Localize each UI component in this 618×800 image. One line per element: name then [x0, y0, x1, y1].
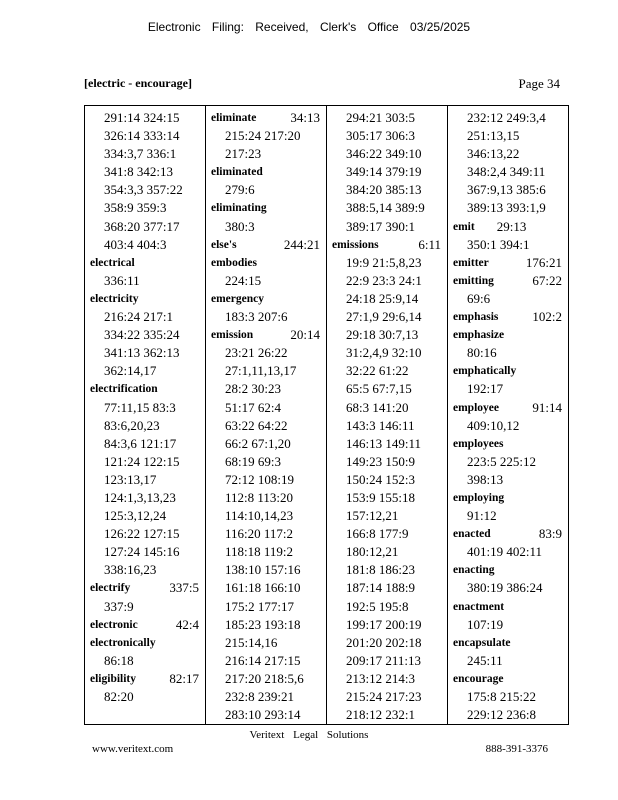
index-word: employee [453, 401, 499, 414]
index-page-refs: 409:10,12 [467, 417, 520, 433]
index-word: eliminate [211, 112, 257, 124]
index-page-refs: 389:17 390:1 [346, 218, 415, 234]
index-entry [453, 561, 564, 579]
index-entry [453, 634, 564, 652]
index-page-refs: 388:5,14 389:9 [346, 200, 425, 216]
index-entry [90, 290, 201, 308]
index-page-refs: 192:17 [467, 381, 504, 397]
index-page-refs: 229:12 236:8 [467, 707, 536, 723]
index-page-refs: 348:2,4 349:11 [467, 164, 546, 180]
index-entry [211, 254, 322, 272]
index-word: enactment [453, 600, 505, 613]
index-page-refs: 223:5 225:12 [467, 453, 536, 469]
index-page-refs: 82:17 [169, 670, 199, 686]
index-page-refs: 65:5 67:7,15 [346, 381, 412, 397]
index-page-refs: 199:17 200:19 [346, 616, 422, 632]
index-page-refs: 6:11 [418, 236, 441, 252]
index-column-1 [85, 106, 206, 724]
index-page-refs: 216:24 217:1 [104, 309, 173, 325]
index-word: encapsulate [453, 636, 511, 649]
index-entry [453, 525, 564, 543]
index-page-refs: 201:20 202:18 [346, 634, 422, 650]
index-word: emission [211, 329, 254, 342]
index-page-refs: 34:13 [290, 110, 320, 125]
index-page-refs: 358:9 359:3 [104, 200, 167, 216]
index-entry [332, 236, 443, 254]
index-page-refs: 337:9 [104, 598, 134, 614]
index-entry [211, 290, 322, 308]
index-page-refs: 218:12 232:1 [346, 707, 415, 723]
index-entry [453, 598, 564, 616]
index-page-refs: 80:16 [467, 345, 497, 361]
index-word: electronic [90, 618, 138, 631]
index-entry [453, 272, 564, 290]
index-page-refs: 181:8 186:23 [346, 562, 415, 578]
index-page-refs: 367:9,13 385:6 [467, 182, 546, 198]
index-entry [453, 326, 564, 344]
index-page-refs: 127:24 145:16 [104, 544, 180, 560]
index-word: emit [453, 220, 475, 233]
index-entry [90, 579, 201, 597]
index-page-refs: 380:3 [225, 218, 255, 234]
index-word: emphatically [453, 365, 517, 378]
index-entry [90, 616, 201, 634]
index-word: employing [453, 491, 505, 504]
index-entry [90, 670, 201, 688]
index-page-refs: 118:18 119:2 [225, 544, 294, 560]
index-word: eliminating [211, 202, 267, 215]
index-entry [453, 489, 564, 507]
index-page-refs: 305:17 306:3 [346, 128, 415, 144]
index-entry [211, 236, 322, 254]
index-page-refs: 354:3,3 357:22 [104, 182, 183, 198]
index-page-refs: 72:12 108:19 [225, 471, 294, 487]
index-page-refs: 244:21 [283, 236, 320, 252]
index-page-refs: 368:20 377:17 [104, 218, 180, 234]
footer-phone: 888-391-3376 [485, 743, 548, 755]
index-word: electrical [90, 256, 135, 269]
index-page-refs: 251:13,15 [467, 128, 520, 144]
index-page-refs: 398:13 [467, 471, 504, 487]
index-page-refs: 149:23 150:9 [346, 453, 415, 469]
page-number: Page 34 [518, 76, 560, 91]
index-word: eliminated [211, 166, 263, 179]
index-page-refs: 42:4 [175, 616, 199, 632]
index-word: enacting [453, 564, 495, 577]
index-page-refs: 123:13,17 [104, 471, 157, 487]
index-page-refs: 112:8 113:20 [225, 489, 294, 505]
index-entry [453, 254, 564, 272]
index-word: emissions [332, 238, 379, 251]
index-entry [453, 218, 564, 236]
index-page-refs: 341:13 362:13 [104, 345, 180, 361]
index-page-refs: 192:5 195:8 [346, 598, 409, 614]
index-page-refs: 51:17 62:4 [225, 399, 281, 415]
index-page-refs: 23:21 26:22 [225, 345, 288, 361]
index-page-refs: 224:15 [225, 272, 262, 288]
index-word: employees [453, 437, 504, 450]
index-page-refs: 245:11 [467, 652, 503, 668]
index-page-refs: 232:12 249:3,4 [467, 110, 546, 125]
index-word: emergency [211, 292, 264, 305]
index-page-refs: 334:22 335:24 [104, 327, 180, 343]
index-page-refs: 294:21 303:5 [346, 110, 415, 125]
index-page-refs: 183:3 207:6 [225, 309, 288, 325]
index-page-refs: 68:3 141:20 [346, 399, 409, 415]
index-entry [211, 163, 322, 181]
index-page-refs: 175:2 177:17 [225, 598, 294, 614]
index-page-refs: 121:24 122:15 [104, 453, 180, 469]
index-page-refs: 187:14 188:9 [346, 580, 415, 596]
index-page-refs: 279:6 [225, 182, 255, 198]
index-page-refs: 176:21 [525, 254, 562, 270]
footer-company: Veritext Legal Solutions [249, 729, 369, 741]
index-page-refs: 20:14 [290, 327, 320, 343]
index-page-refs: 166:8 177:9 [346, 526, 409, 542]
index-page-refs: 180:12,21 [346, 544, 399, 560]
index-column-4 [448, 106, 568, 724]
index-entry [211, 109, 322, 127]
index-word: electronically [90, 636, 156, 649]
index-page-refs: 213:12 214:3 [346, 670, 415, 686]
index-page-refs: 19:9 21:5,8,23 [346, 254, 422, 270]
index-page-refs: 337:5 [169, 580, 199, 596]
index-entry [90, 634, 201, 652]
index-page-refs: 217:23 [225, 146, 262, 162]
index-page-refs: 283:10 293:14 [225, 707, 301, 723]
index-page-refs: 380:19 386:24 [467, 580, 543, 596]
index-page-refs: 334:3,7 336:1 [104, 146, 177, 162]
index-entry [453, 435, 564, 453]
index-page-refs: 336:11 [104, 272, 140, 288]
index-entry [453, 670, 564, 688]
index-page-refs: 126:22 127:15 [104, 526, 180, 542]
index-word: emphasis [453, 311, 499, 324]
index-page-refs: 28:2 30:23 [225, 381, 281, 397]
index-entry [90, 254, 201, 272]
index-page-refs: 341:8 342:13 [104, 164, 173, 180]
index-entry [211, 199, 322, 217]
index-entry [211, 326, 322, 344]
index-column-2 [206, 106, 327, 724]
index-page-refs: 346:22 349:10 [346, 146, 422, 162]
index-word: emphasize [453, 329, 505, 342]
index-page-refs: 66:2 67:1,20 [225, 435, 291, 451]
index-page-refs: 114:10,14,23 [225, 508, 294, 524]
index-word: electricity [90, 292, 139, 305]
index-page-refs: 91:12 [467, 508, 497, 524]
index-page-refs: 124:1,3,13,23 [104, 489, 176, 505]
index-page-refs: 389:13 393:1,9 [467, 200, 546, 216]
index-page-refs: 215:24 217:23 [346, 689, 422, 704]
index-page-refs: 83:9 [538, 526, 562, 542]
index-page-refs: 326:14 333:14 [104, 128, 180, 144]
index-page-refs: 116:20 117:2 [225, 526, 294, 542]
index-page-refs: 125:3,12,24 [104, 508, 167, 524]
index-page-refs: 216:14 217:15 [225, 652, 301, 668]
index-page-refs: 24:18 25:9,14 [346, 290, 419, 306]
index-page-refs: 403:4 404:3 [104, 236, 167, 252]
index-word: embodies [211, 256, 257, 269]
index-page-refs: 153:9 155:18 [346, 489, 415, 505]
index-page-refs: 83:6,20,23 [104, 417, 160, 433]
index-page-refs: 22:9 23:3 24:1 [346, 272, 422, 288]
index-page-refs: 138:10 157:16 [225, 562, 301, 578]
index-page-refs: 102:2 [532, 309, 562, 325]
index-page-refs: 350:1 394:1 [467, 236, 530, 252]
index-word: encourage [453, 672, 504, 685]
index-word: else's [211, 238, 237, 251]
index-page-refs: 362:14,17 [104, 363, 157, 379]
index-page-refs: 29:18 30:7,13 [346, 327, 419, 343]
index-entry [453, 399, 564, 417]
index-word: eligibility [90, 672, 136, 685]
index-page-refs: 63:22 64:22 [225, 417, 288, 433]
index-page-refs: 185:23 193:18 [225, 616, 301, 632]
index-page-refs: 349:14 379:19 [346, 164, 422, 180]
index-page-refs: 401:19 402:11 [467, 544, 542, 560]
filing-stamp: Electronic Filing: Received, Clerk's Office 03/25/2025 [147, 20, 471, 34]
index-page-refs: 82:20 [104, 689, 134, 704]
index-page-refs: 91:14 [532, 399, 562, 415]
index-page-refs: 346:13,22 [467, 146, 520, 162]
index-page-refs: 157:12,21 [346, 508, 399, 524]
index-page-refs: 77:11,15 83:3 [104, 399, 176, 415]
index-word: emitting [453, 274, 494, 287]
index-page-refs: 384:20 385:13 [346, 182, 422, 198]
index-page-refs: 150:24 152:3 [346, 471, 415, 487]
index-page-refs: 338:16,23 [104, 562, 157, 578]
index-page-refs: 29:13 [496, 218, 527, 234]
index-range-label: [electric - encourage] [84, 76, 192, 90]
index-page-refs: 84:3,6 121:17 [104, 435, 177, 451]
index-page-refs: 68:19 69:3 [225, 453, 281, 469]
index-page-refs: 175:8 215:22 [467, 689, 536, 704]
index-page-refs: 215:14,16 [225, 634, 278, 650]
index-column-3 [327, 106, 448, 724]
index-page-refs: 143:3 146:11 [346, 417, 415, 433]
index-page-refs: 67:22 [532, 272, 562, 288]
index-page-refs: 161:18 166:10 [225, 580, 301, 596]
index-page-refs: 291:14 324:15 [104, 110, 180, 125]
index-page-refs: 31:2,4,9 32:10 [346, 345, 422, 361]
index-page-refs: 146:13 149:11 [346, 435, 421, 451]
index-page-refs: 27:1,11,13,17 [225, 363, 297, 379]
index-entry [90, 380, 201, 398]
index-word: electrification [90, 383, 158, 396]
index-entry [453, 308, 564, 326]
footer-website: www.veritext.com [92, 743, 174, 755]
index-word: emitter [453, 256, 489, 269]
index-word: enacted [453, 528, 491, 541]
index-page-refs: 69:6 [467, 290, 491, 306]
index-page-refs: 32:22 61:22 [346, 363, 409, 379]
index-word: electrify [90, 582, 131, 595]
index-page-refs: 215:24 217:20 [225, 128, 301, 144]
index-page-refs: 27:1,9 29:6,14 [346, 309, 422, 325]
index-page-refs: 217:20 218:5,6 [225, 670, 304, 686]
index-page-refs: 107:19 [467, 616, 504, 632]
word-index-table [84, 105, 569, 725]
index-page-refs: 232:8 239:21 [225, 689, 294, 704]
index-page-refs: 209:17 211:13 [346, 652, 421, 668]
index-page-refs: 86:18 [104, 652, 134, 668]
index-entry [453, 362, 564, 380]
